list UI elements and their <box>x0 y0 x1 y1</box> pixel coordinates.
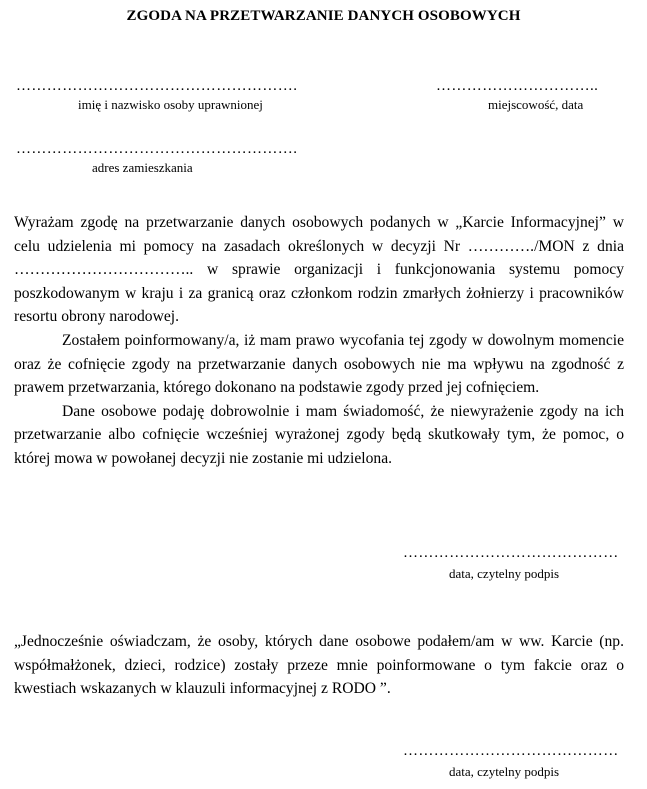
address-line: ………………………………………………. <box>16 141 298 157</box>
consent-paragraph-3 <box>14 400 624 471</box>
document-title: ZGODA NA PRZETWARZANIE DANYCH OSOBOWYCH <box>126 8 521 24</box>
consent-paragraph-3-text: Dane osobowe podaję dobrowolnie i mam świadomość, że niewyrażenie zgody na ich przetwarzanie albo cofnięcie wcześniej wyrażonej zgody będą skutkowały tym, że pomoc, o której mowa w powołanej decyzji nie zostanie mi udzielona. <box>14 402 624 467</box>
name-caption: imię i nazwisko osoby uprawnionej <box>78 97 263 112</box>
declaration-text: „Jednocześnie oświadczam, że osoby, których dane osobowe podałem/am w ww. Karcie (np. współmałżonek, dzieci, rodzice) zostały przeze mnie poinformowane o tym fakcie oraz o kwestiach wskazanych w klauzuli informacyjnej z RODO ”. <box>14 633 624 698</box>
signature-line-2: …………………………………… <box>403 743 619 759</box>
consent-body <box>14 211 624 471</box>
name-line: ………………………………………………. <box>16 78 298 94</box>
consent-paragraph-2 <box>14 329 624 400</box>
signature-line-1: …………………………………… <box>403 545 619 561</box>
place-date-caption: miejscowość, data <box>488 97 584 112</box>
signature-caption-1: data, czytelny podpis <box>449 566 560 581</box>
place-date-line: ………………………….. <box>436 78 599 94</box>
address-caption: adres zamieszkania <box>92 160 193 175</box>
consent-paragraph-2-text: Zostałem poinformowany/a, iż mam prawo wycofania tej zgody w dowolnym momencie oraz że cofnięcie zgody na przetwarzanie danych osobowych nie ma wpływu na zgodność z prawem przetwarzania, którego dokonano na podstawie zgody przed jej cofnięciem. <box>14 331 624 397</box>
consent-paragraph-1: Wyrażam zgodę na przetwarzanie danych osobowych podanych w „Karcie Informacyjnej” w celu udzielenia mi pomocy na zasadach określonych w decyzji Nr …………./MON z dnia …………………………….. w sprawie organizacji i funkcjonowania systemu pomocy poszkodowanym w kraju i za granicą oraz członkom rodzin zmarłych żołnierzy i pracowników resortu obrony narodowej. <box>14 214 624 326</box>
signature-caption-2: data, czytelny podpis <box>449 764 560 779</box>
